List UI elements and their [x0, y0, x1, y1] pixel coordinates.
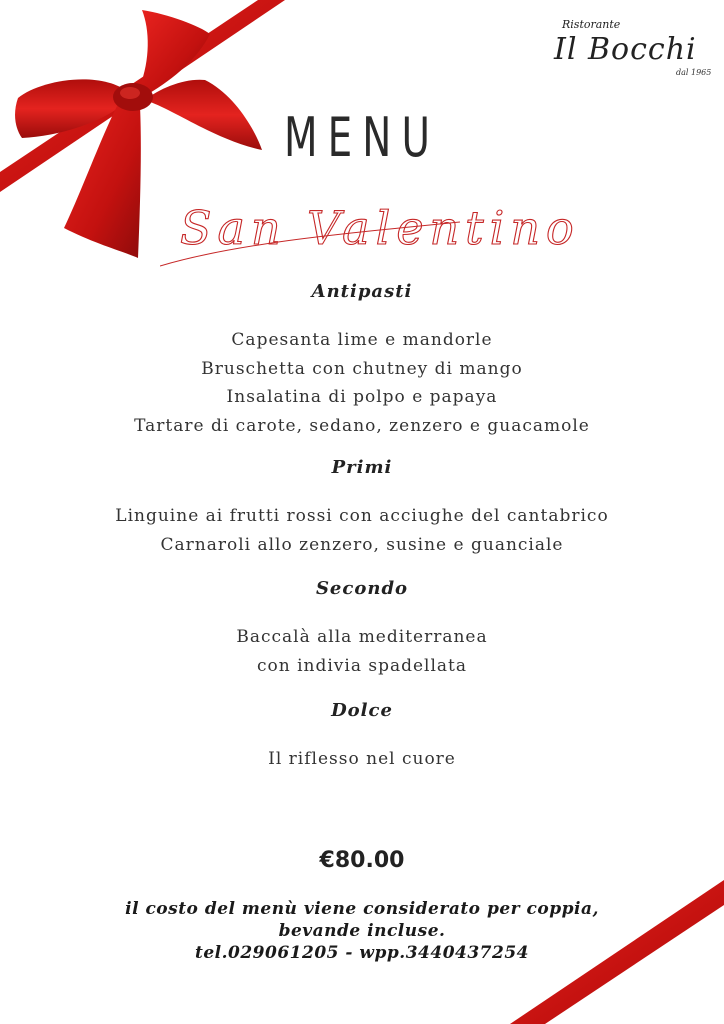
- dish-item: Linguine ai frutti rossi con acciughe del cantabrico: [115, 506, 609, 526]
- dish-item: Tartare di carote, sedano, zenzero e guacamole: [134, 415, 590, 436]
- restaurant-logo: [548, 14, 716, 84]
- contact-info: tel.029061205 - wpp.3440437254: [194, 943, 529, 963]
- logo-established: dal 1965: [676, 68, 712, 77]
- subtitle-script: [160, 182, 600, 278]
- page-title: MENU: [284, 106, 440, 169]
- note-line: bevande incluse.: [278, 921, 446, 941]
- note-line: il costo del menù viene considerato per coppia,: [125, 899, 599, 919]
- section-title: Dolce: [331, 700, 393, 721]
- dish-item: Baccalà alla mediterranea: [236, 627, 488, 647]
- dish-item: Capesanta lime e mandorle: [231, 330, 493, 350]
- section-title: Secondo: [315, 578, 409, 599]
- price: €80.00: [319, 848, 405, 873]
- section-dolce: [0, 700, 724, 774]
- footer-note: [0, 898, 724, 964]
- dish-item: Bruschetta con chutney di mango: [201, 358, 523, 379]
- section-primi: [0, 457, 724, 559]
- section-title: Antipasti: [311, 281, 413, 302]
- dish-item: Carnaroli allo zenzero, susine e guanciale: [160, 534, 564, 555]
- section-title: Primi: [331, 457, 393, 478]
- dish-item: Il riflesso nel cuore: [268, 749, 456, 769]
- section-antipasti: [0, 281, 724, 440]
- logo-top-line: Ristorante: [562, 18, 621, 31]
- dish-item: con indivia spadellata: [256, 655, 468, 676]
- section-secondo: [0, 578, 724, 680]
- dish-item: Insalatina di polpo e papaya: [226, 387, 498, 407]
- logo-name: Il Bocchi: [554, 32, 697, 67]
- subtitle-text: San Valentino: [180, 201, 580, 255]
